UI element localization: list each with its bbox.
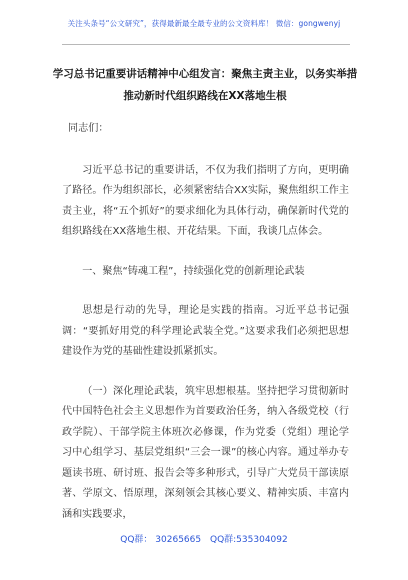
body-paragraph-section-1: 思想是行动的先导，理论是实践的指南。习近平总书记强调：“要抓好用党的科学理论武装全党。”这要求我们必须把思想建设作为党的基础性建设抓紧抓实。	[62, 305, 349, 357]
document-title: 学习总书记重要讲话精神中心组发言：聚焦主责主业，以务实举措推动新时代组织路线在XX落地生根	[52, 68, 358, 102]
header-promo-note: 关注头条号“公文研究”，获得最新最全最专业的公文资料库！ 微信：gongwenyj	[67, 19, 341, 28]
body-paragraph-subsection-1: （一）深化理论武装，筑牢思想根基。坚持把学习贯彻新时代中国特色社会主义思想作为首要政治任务，纳入各级党校（行政学院）、干部学院主体班次必修课，作为党委（党组）理论学习中心组学习、基层党组织“三会一课”的核心内容。通过举办专题读书班、研讨班、报告会等多种形式，引导广大党员干部读原著、学原文、悟原理，深刻领会其核心要义、精神实质、丰富内涵和实践要求，	[62, 385, 349, 520]
footer-qq-group-1: QQ群： 30265665	[120, 535, 202, 545]
footer-contact	[0, 532, 408, 545]
salutation: 同志们：	[68, 123, 109, 134]
header-divider	[62, 44, 350, 45]
section-heading-1: 一、聚焦“铸魂工程”，持续强化党的创新理论武装	[82, 265, 305, 277]
footer-qq-group-2: QQ群:535304092	[209, 535, 288, 545]
body-paragraph-intro: 习近平总书记的重要讲话，不仅为我们指明了方向，更明确了路径。作为组织部长，必须紧密结合XX实际，聚焦组织工作主责主业，将“五个抓好”的要求细化为具体行动，确保新时代党的组织路线在XX落地生根、开花结果。下面，我谈几点体会。	[62, 164, 349, 237]
document-body	[62, 119, 349, 525]
